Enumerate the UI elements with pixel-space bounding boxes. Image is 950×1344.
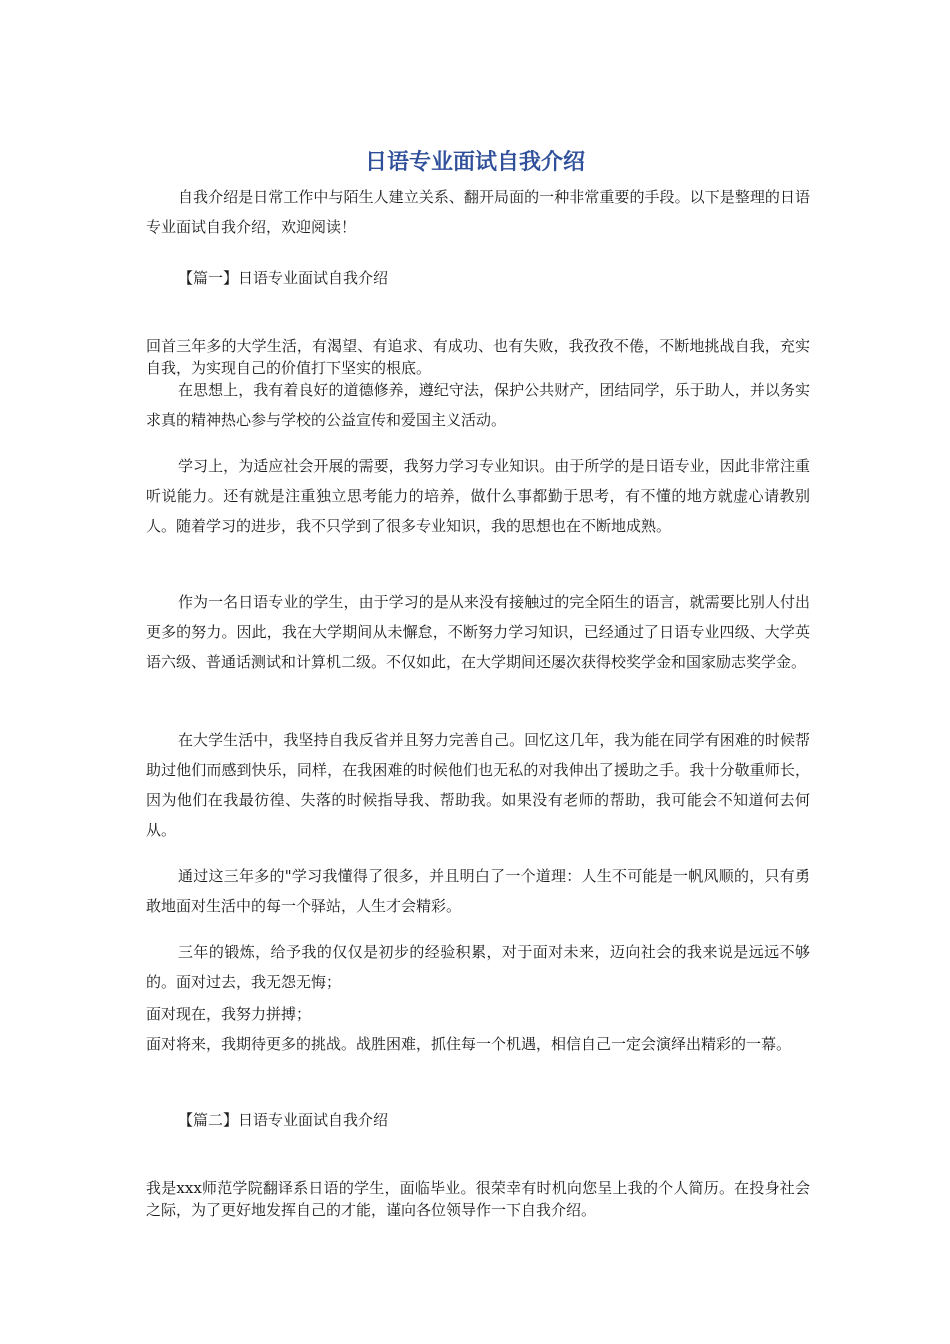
- section-1-paragraph-9: 面对将来，我期待更多的挑战。战胜困难，抓住每一个机遇，相信自己一定会演绎出精彩的一幕。: [146, 1035, 792, 1053]
- section-1-heading: 【篇一】日语专业面试自我介绍: [178, 269, 389, 287]
- section-1-paragraph-3: 学习上，为适应社会开展的需要，我努力学习专业知识。由于所学的是日语专业，因此非常注重听说能力。还有就是注重独立思考能力的培养，做什么事都勤于思考，有不懂的地方就虚心请教别人。随着学习的进步，我不只学到了很多专业知识，我的思想也在不断地成熟。: [146, 457, 810, 535]
- section-2-paragraph-1: 我是xxx师范学院翻译系日语的学生，面临毕业。很荣幸有时机向您呈上我的个人简历。在投身社会之际，为了更好地发挥自己的才能，谨向各位领导作一下自我介绍。: [146, 1179, 810, 1219]
- intro-paragraph: 自我介绍是日常工作中与陌生人建立关系、翻开局面的一种非常重要的手段。以下是整理的日语专业面试自我介绍，欢迎阅读！: [146, 188, 810, 236]
- section-1-paragraph-1: 回首三年多的大学生活，有渴望、有追求、有成功、也有失败，我孜孜不倦，不断地挑战自我，充实自我，为实现自己的价值打下坚实的根底。: [146, 337, 810, 377]
- section-1-paragraph-5: 在大学生活中，我坚持自我反省并且努力完善自己。回忆这几年，我为能在同学有困难的时候帮助过他们而感到快乐，同样，在我困难的时候他们也无私的对我伸出了援助之手。我十分敬重师长，因为他们在我最彷徨、失落的时候指导我、帮助我。如果没有老师的帮助，我可能会不知道何去何从。: [146, 731, 810, 839]
- section-1-paragraph-6: 通过这三年多的"学习我懂得了很多，并且明白了一个道理：人生不可能是一帆风顺的，只有勇敢地面对生活中的每一个驿站，人生才会精彩。: [146, 867, 810, 915]
- section-1-paragraph-4: 作为一名日语专业的学生，由于学习的是从来没有接触过的完全陌生的语言，就需要比别人付出更多的努力。因此，我在大学期间从未懈怠，不断努力学习知识，已经通过了日语专业四级、大学英语六级、普通话测试和计算机二级。不仅如此，在大学期间还屡次获得校奖学金和国家励志奖学金。: [146, 593, 810, 671]
- section-1-paragraph-2: 在思想上，我有着良好的道德修养，遵纪守法，保护公共财产，团结同学，乐于助人，并以务实求真的精神热心参与学校的公益宣传和爱国主义活动。: [146, 381, 810, 429]
- document-title: 日语专业面试自我介绍: [364, 149, 585, 175]
- section-1-paragraph-7: 三年的锻炼，给予我的仅仅是初步的经验积累，对于面对未来，迈向社会的我来说是远远不够的。面对过去，我无怨无悔；: [146, 943, 810, 991]
- section-1-paragraph-8: 面对现在，我努力拼搏；: [146, 1005, 312, 1023]
- section-2-heading: 【篇二】日语专业面试自我介绍: [178, 1111, 389, 1129]
